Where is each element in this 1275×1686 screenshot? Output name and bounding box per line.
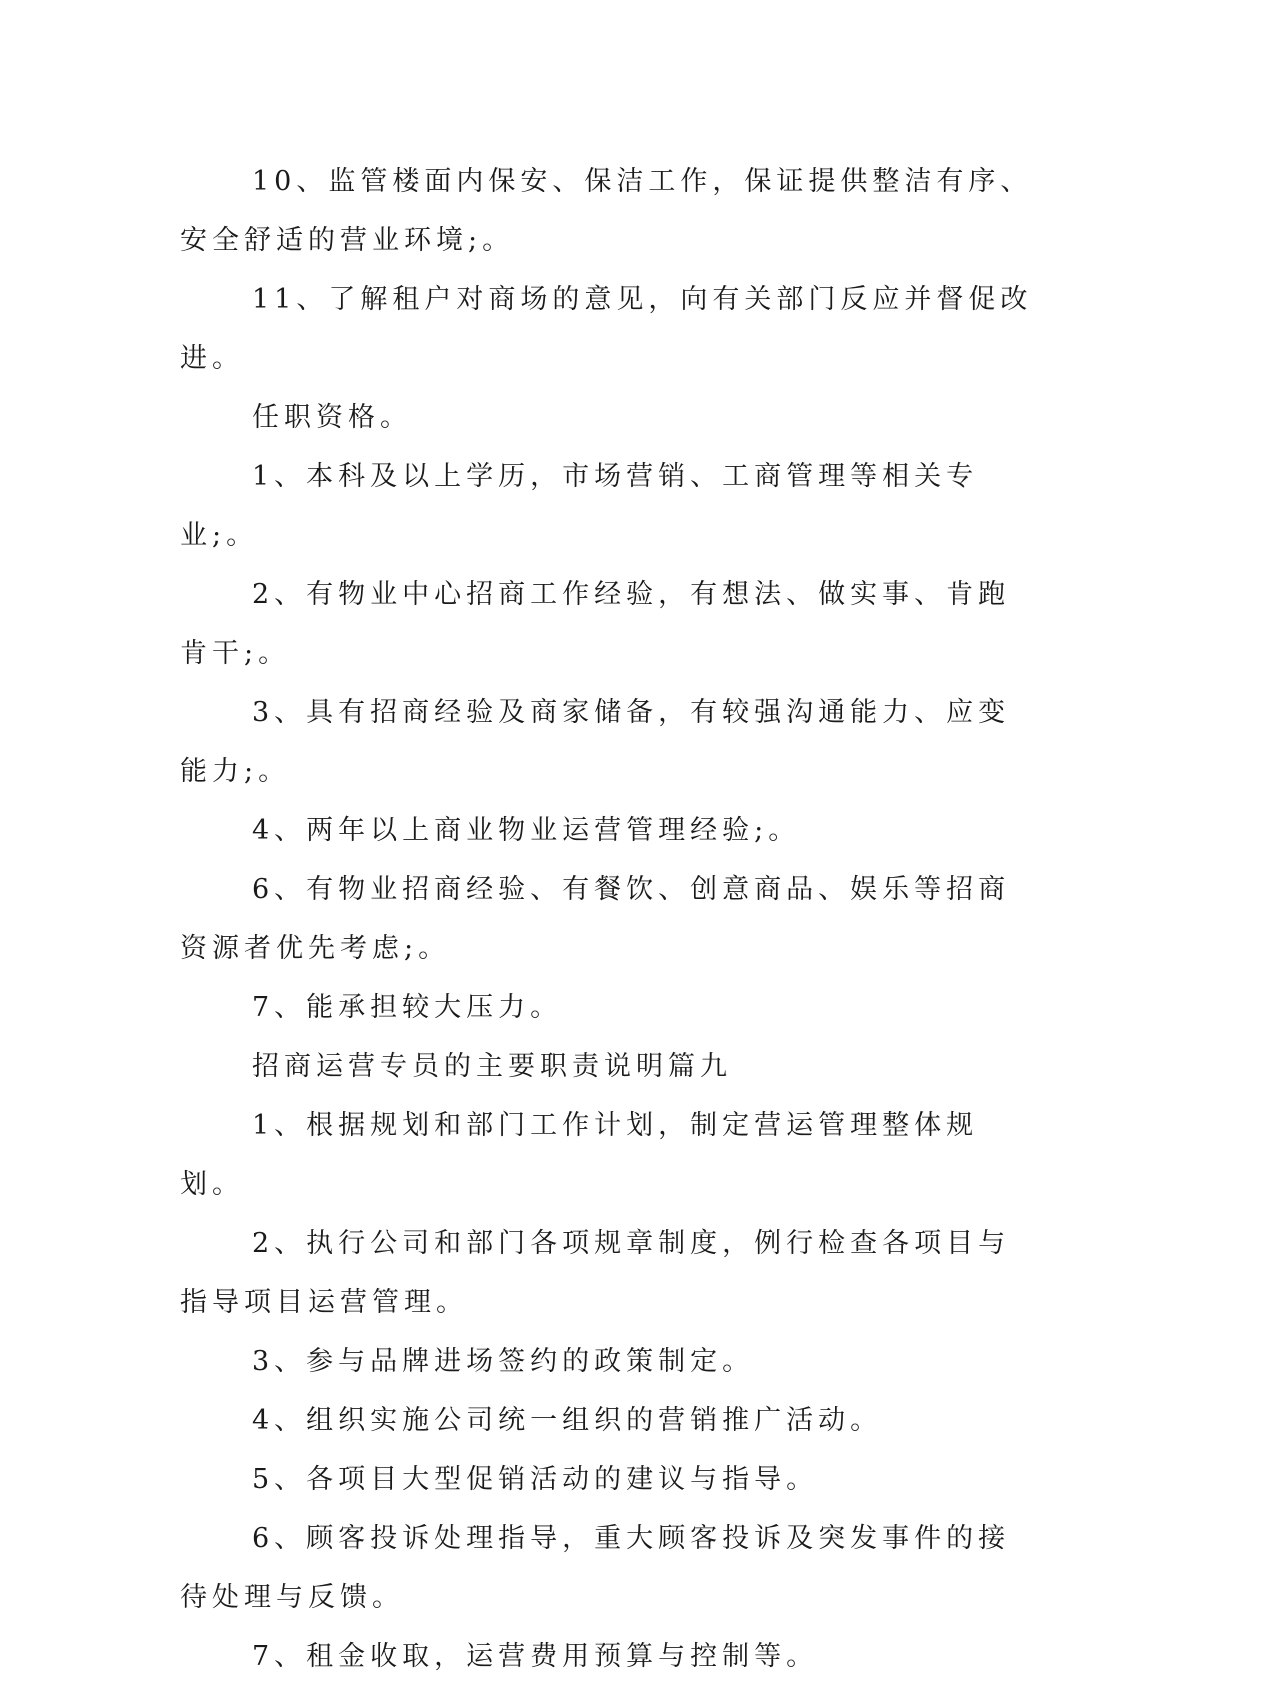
section-heading-part-nine: 招商运营专员的主要职责说明篇九	[252, 1051, 732, 1082]
duty-item-5: 5、各项目大型促销活动的建议与指导。	[252, 1464, 819, 1495]
qualification-item-4: 4、两年以上商业物业运营管理经验;。	[252, 815, 801, 846]
qualification-item-3: 3、具有招商经验及商家储备，有较强沟通能力、应变能力;。	[180, 697, 1011, 787]
qualification-item-1: 1、本科及以上学历，市场营销、工商管理等相关专业;。	[180, 461, 979, 551]
duty-item-2: 2、执行公司和部门各项规章制度，例行检查各项目与指导项目运营管理。	[180, 1228, 1011, 1318]
qualification-item-2: 2、有物业中心招商工作经验，有想法、做实事、肯跑肯干;。	[180, 579, 1011, 669]
duty-item-4: 4、组织实施公司统一组织的营销推广活动。	[252, 1405, 883, 1436]
duty-item-3: 3、参与品牌进场签约的政策制定。	[252, 1346, 755, 1377]
paragraph-10-supervision: 10、监管楼面内保安、保洁工作，保证提供整洁有序、安全舒适的营业环境;。	[180, 166, 1033, 256]
paragraph-11-tenant-feedback: 11、了解租户对商场的意见，向有关部门反应并督促改进。	[180, 284, 1033, 374]
section-heading-qualifications: 任职资格。	[252, 402, 412, 433]
qualification-item-6: 6、有物业招商经验、有餐饮、创意商品、娱乐等招商资源者优先考虑;。	[180, 874, 1011, 964]
duty-item-6: 6、顾客投诉处理指导，重大顾客投诉及突发事件的接待处理与反馈。	[180, 1523, 1011, 1613]
duty-item-1: 1、根据规划和部门工作计划，制定营运管理整体规划。	[180, 1110, 979, 1200]
document-body	[180, 152, 1040, 1686]
qualification-item-7: 7、能承担较大压力。	[252, 992, 563, 1023]
duty-item-7: 7、租金收取，运营费用预算与控制等。	[252, 1641, 819, 1672]
